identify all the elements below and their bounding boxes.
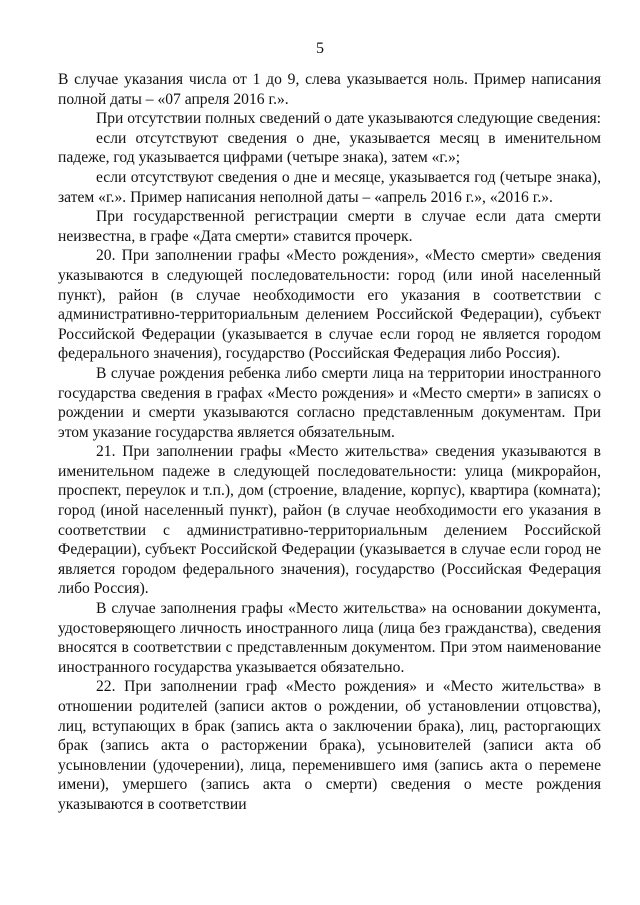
page-number: 5 (316, 40, 324, 57)
paragraph-foreign-residence: В случае заполнения графы «Место жительства» на основании документа, удостоверяющего личность иностранного лица (лица без гражданства), сведения вносятся в соответствии с представленным документом. При этом наименование иностранного государства указывается обязательно. (58, 600, 601, 676)
paragraph-item-21: 21. При заполнении графы «Место жительства» сведения указываются в именительном падеже в следующей последовательности: улица (микрорайон, проспект, переулок и т.п.), дом (строение, владение, корпус), квартира (комната); город (иной населенный пункт), район (в случае необходимости его указания в соответствии с административно-территориальным делением Российской Федерации), субъект Российской Федерации (указывается в случае если город не является городом федерального значения), государство (Российская Федерация либо Россия). (58, 443, 601, 598)
paragraph-item-20: 20. При заполнении графы «Место рождения», «Место смерти» сведения указываются в следующей последовательности: город (или иной населенный пункт), район (в случае необходимости его указания в соответствии с административно-территориальным делением Российской Федерации), субъект Российской Федерации (указывается в случае если город не является городом федерального значения), государство (Российская Федерация либо Россия). (58, 247, 601, 363)
paragraph-date-zero-padding: В случае указания числа от 1 до 9, слева указывается ноль. Пример написания полной даты – «07 апреля 2016 г.». (58, 71, 601, 108)
paragraph-no-day-month: если отсутствуют сведения о дне и месяце, указывается год (четыре знака), затем «г.». Пример написания неполной даты – «апрель 2016 г.», «2016 г.». (58, 168, 601, 206)
paragraph-unknown-death-date: При государственной регистрации смерти в случае если дата смерти неизвестна, в графе «Дата смерти» ставится прочерк. (58, 208, 601, 245)
paragraph-no-day: если отсутствуют сведения о дне, указывается месяц в именительном падеже, год указывается цифрами (четыре знака), затем «г.»; (58, 129, 601, 167)
paragraph-incomplete-date-intro: При отсутствии полных сведений о дате указываются следующие сведения: (96, 110, 601, 128)
paragraph-foreign-birth-death: В случае рождения ребенка либо смерти лица на территории иностранного государства сведения в графах «Место рождения» и «Место смерти» в записях о рождении и смерти указываются согласно представленным документам. При этом указание государства является обязательным. (58, 364, 601, 441)
paragraph-item-22: 22. При заполнении граф «Место рождения» и «Место жительства» в отношении родителей (записи актов о рождении, об установлении отцовства), лиц, вступающих в брак (запись акта о заключении брака), лиц, расторгающих брак (запись акта о расторжении брака), усыновителей (записи акта об усыновлении (удочерении), лица, переменившего имя (запись акта о перемене имени), умершего (запись акта о смерти) сведения о месте рождения указываются в соответствии (58, 678, 601, 813)
document-body (58, 70, 601, 815)
